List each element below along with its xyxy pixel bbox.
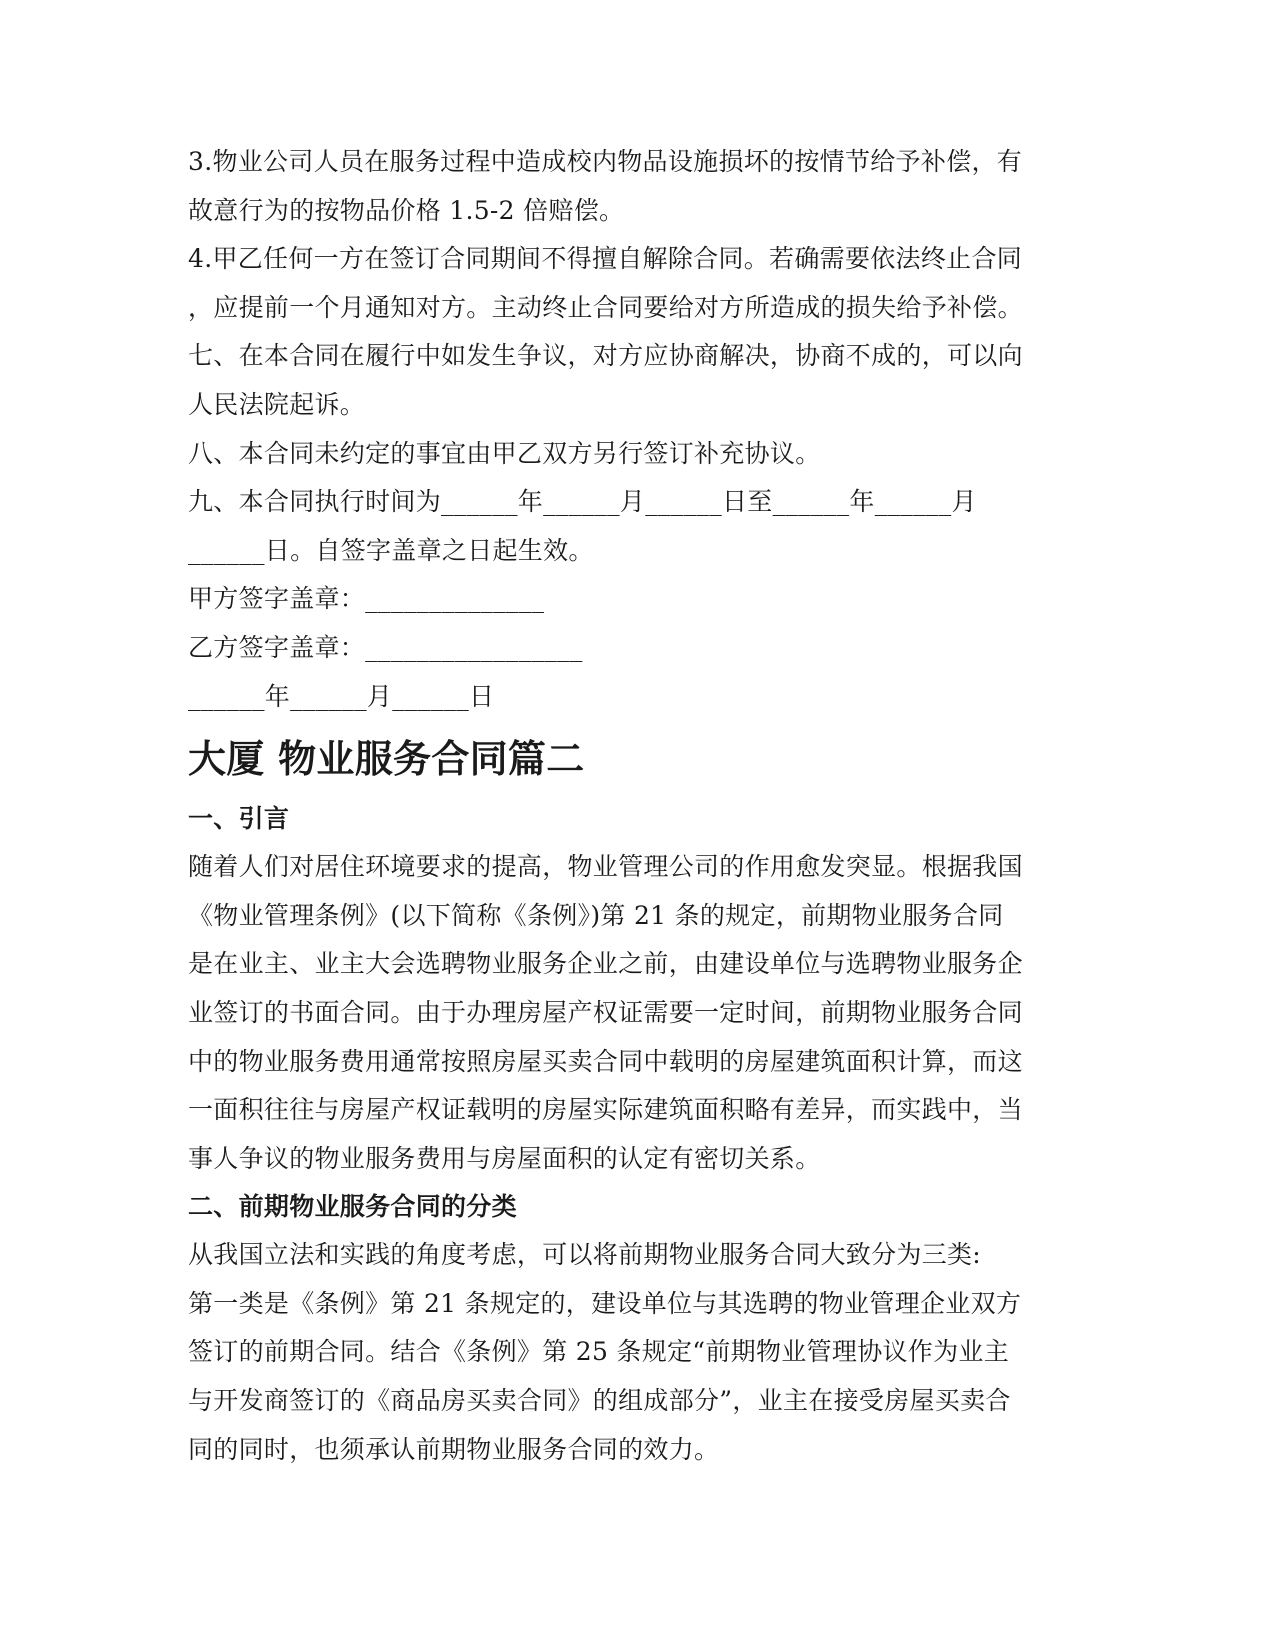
text-line: 3.物业公司人员在服务过程中造成校内物品设施损坏的按情节给予补偿，有 [188,147,1023,176]
text-line: 4.甲乙任何一方在签订合同期间不得擅自解除合同。若确需要依法终止合同 [188,244,1023,274]
text-line: 事人争议的物业服务费用与房屋面积的认定有密切关系。 [188,1143,821,1173]
classification-heading: 二、前期物业服务合同的分类 [188,1192,517,1222]
text-line: 人民法院起诉。 [188,389,366,419]
text-line: 中的物业服务费用通常按照房屋买卖合同中载明的房屋建筑面积计算，而这 [188,1046,1023,1076]
text-line: ______日。自签字盖章之日起生效。 [188,535,594,565]
text-line: 故意行为的按物品价格 1.5-2 倍赔偿。 [188,195,625,225]
section-title: 大厦 物业服务合同篇二 [188,737,585,782]
text-line: 第一类是《条例》第 21 条规定的，建设单位与其选聘的物业管理企业双方 [188,1288,1022,1318]
text-line: 七、在本合同在履行中如发生争议，对方应协商解决，协商不成的，可以向 [188,341,1023,371]
intro-heading: 一、引言 [188,804,290,834]
text-line: 签订的前期合同。结合《条例》第 25 条规定“前期物业管理协议作为业主 [188,1337,1009,1367]
text-line: 从我国立法和实践的角度考虑，可以将前期物业服务合同大致分为三类: [188,1240,982,1270]
party-a-signature-line: 甲方签字盖章：______________ [188,584,545,614]
date-line: ______年______月______日 [188,681,495,711]
text-line: 是在业主、业主大会选聘物业服务企业之前，由建设单位与选聘物业服务企 [188,949,1023,979]
text-line: 随着人们对居住环境要求的提高，物业管理公司的作用愈发突显。根据我国 [188,852,1023,882]
classification-paragraph [188,1231,1088,1474]
text-line: 《物业管理条例》(以下简称《条例》)第 21 条的规定，前期物业服务合同 [188,900,1004,930]
party-b-signature-line: 乙方签字盖章：_________________ [188,632,583,662]
intro-paragraph [188,843,1088,1183]
text-line: 一面积往往与房屋产权证载明的房屋实际建筑面积略有差异，而实践中，当 [188,1095,1023,1125]
contract-terms-section [188,138,1088,721]
document-page [188,138,1088,1474]
text-line: 九、本合同执行时间为______年______月______日至______年______月 [188,487,977,517]
text-line: 业签订的书面合同。由于办理房屋产权证需要一定时间，前期物业服务合同 [188,997,1023,1027]
text-line: 与开发商签订的《商品房买卖合同》的组成部分”，业主在接受房屋买卖合 [188,1386,1011,1416]
text-line: 同的同时，也须承认前期物业服务合同的效力。 [188,1434,720,1464]
text-line: 八、本合同未约定的事宜由甲乙双方另行签订补充协议。 [188,438,821,468]
text-line: ，应提前一个月通知对方。主动终止合同要给对方所造成的损失给予补偿。 [188,292,1023,322]
